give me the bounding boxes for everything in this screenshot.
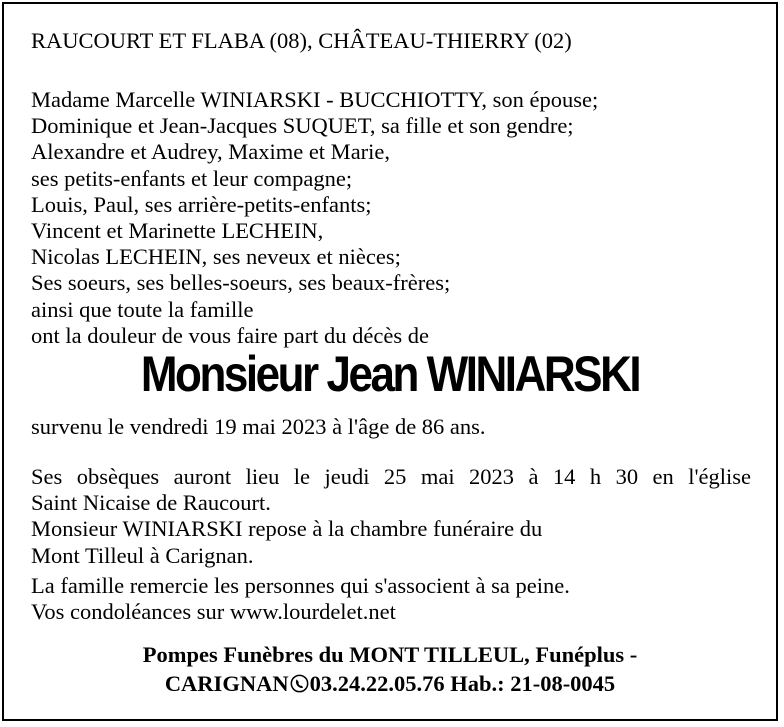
- family-line: Nicolas LECHEIN, ses neveux et nièces;: [31, 244, 401, 270]
- family-line: Louis, Paul, ses arrière-petits-enfants;: [31, 191, 372, 217]
- funeral-details: [31, 464, 751, 569]
- locations-header: RAUCOURT ET FLABA (08), CHÂTEAU-THIERRY (02): [31, 28, 572, 53]
- funeral-line: Saint Nicaise de Raucourt.: [31, 490, 271, 516]
- family-line: Madame Marcelle WINIARSKI - BUCCHIOTTY, son épouse;: [31, 87, 599, 112]
- family-line: Vincent et Marinette LECHEIN,: [31, 218, 324, 244]
- family-line: ses petits-enfants et leur compagne;: [31, 165, 353, 191]
- thanks-line: La famille remercie les personnes qui s'associent à sa peine.: [31, 573, 570, 598]
- city: CARIGNAN: [164, 670, 289, 696]
- funeral-line: Ses obsèques auront lieu le jeudi 25 mai 2023 à 14 h 30 en l'église: [31, 464, 751, 489]
- phone-icon: [290, 672, 309, 691]
- funeral-line: Mont Tilleul à Carignan.: [31, 542, 254, 568]
- death-date-line: survenu le vendredi 19 mai 2023 à l'âge de 86 ans.: [31, 414, 486, 439]
- thanks-section: [31, 573, 570, 625]
- funeral-home-footer: [0, 641, 780, 698]
- family-line: Dominique et Jean-Jacques SUQUET, sa fille et son gendre;: [31, 113, 574, 139]
- phone-and-registration: 03.24.22.05.76 Hab.: 21-08-0045: [309, 670, 616, 696]
- funeral-line: Monsieur WINIARSKI repose à la chambre funéraire du: [31, 516, 543, 542]
- funeral-home-name: Pompes Funèbres du MONT TILLEUL, Funéplus -: [142, 642, 638, 667]
- condolences-line: Vos condoléances sur www.lourdelet.net: [31, 599, 396, 625]
- family-list: [31, 87, 598, 349]
- family-line: ainsi que toute la famille: [31, 296, 254, 322]
- family-line: Alexandre et Audrey, Maxime et Marie,: [31, 139, 391, 165]
- family-line: Ses soeurs, ses belles-soeurs, ses beaux-frères;: [31, 270, 451, 296]
- funeral-home-contact: [0, 670, 780, 699]
- deceased-name: Monsieur Jean WINIARSKI: [140, 346, 640, 402]
- family-line: ont la douleur de vous faire part du décès de: [31, 322, 429, 348]
